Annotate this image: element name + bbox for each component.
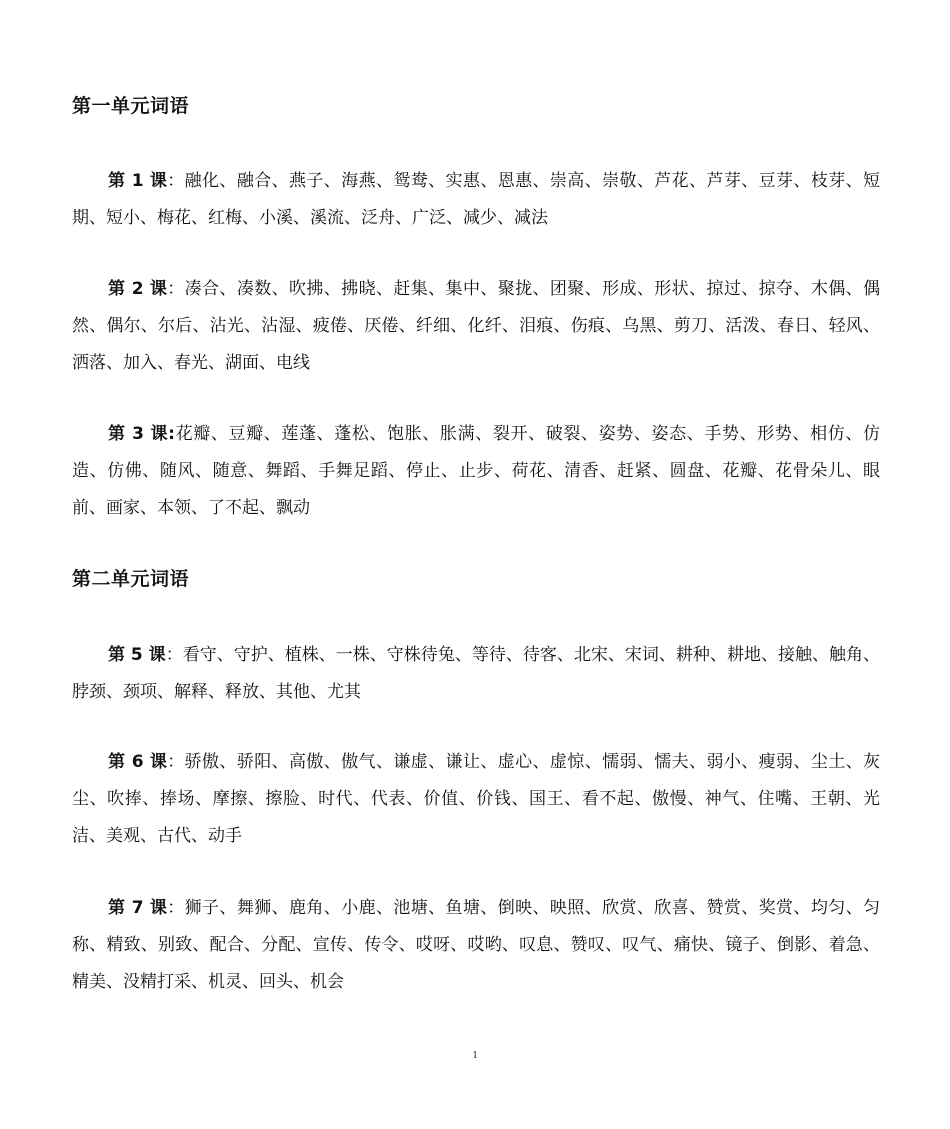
lesson-2-label: 第 2 课 bbox=[108, 279, 168, 299]
lesson-6-paragraph bbox=[72, 744, 880, 855]
lesson-5-label: 第 5 课 bbox=[108, 645, 166, 665]
lesson-7-paragraph bbox=[72, 890, 880, 1001]
lesson-3-label: 第 3 课: bbox=[108, 424, 175, 444]
unit-2-heading: 第二单元词语 bbox=[72, 568, 190, 590]
lesson-1-paragraph bbox=[72, 163, 880, 237]
lesson-5-paragraph bbox=[72, 637, 880, 711]
lesson-3-words: 花瓣、豆瓣、莲蓬、蓬松、饱胀、胀满、裂开、破裂、姿势、姿态、手势、形势、相仿、仿造、仿佛、随风、随意、舞蹈、手舞足蹈、停止、止步、荷花、清香、赶紧、圆盘、花瓣、花骨朵儿、眼前、画家、本领、了不起、飘动 bbox=[72, 424, 880, 518]
lesson-1-label: 第 1 课 bbox=[108, 171, 168, 191]
lesson-1-words: ：融化、融合、燕子、海燕、鸳鸯、实惠、恩惠、崇高、崇敬、芦花、芦芽、豆芽、枝芽、短期、短小、梅花、红梅、小溪、溪流、泛舟、广泛、减少、减法 bbox=[72, 171, 881, 228]
lesson-6-label: 第 6 课 bbox=[108, 752, 168, 772]
lesson-7-words: ：狮子、舞狮、鹿角、小鹿、池塘、鱼塘、倒映、映照、欣赏、欣喜、赞赏、奖赏、均匀、匀称、精致、别致、配合、分配、宣传、传令、哎呀、哎哟、叹息、赞叹、叹气、痛快、镜子、倒影、着急、精美、没精打采、机灵、回头、机会 bbox=[72, 898, 881, 992]
lesson-2-paragraph bbox=[72, 271, 880, 382]
page-number: 1 bbox=[472, 1050, 478, 1061]
lesson-7-label: 第 7 课 bbox=[108, 898, 168, 918]
lesson-2-words: ：凑合、凑数、吹拂、拂晓、赶集、集中、聚拢、团聚、形成、形状、掠过、掠夺、木偶、偶然、偶尔、尔后、沾光、沾湿、疲倦、厌倦、纤细、化纤、泪痕、伤痕、乌黑、剪刀、活泼、春日、轻风、洒落、加入、春光、湖面、电线 bbox=[72, 279, 881, 373]
lesson-3-paragraph bbox=[72, 416, 880, 527]
lesson-6-words: ：骄傲、骄阳、高傲、傲气、谦虚、谦让、虚心、虚惊、懦弱、懦夫、弱小、瘦弱、尘土、灰尘、吹捧、捧场、摩擦、擦脸、时代、代表、价值、价钱、国王、看不起、傲慢、神气、住嘴、王朝、光洁、美观、古代、动手 bbox=[72, 752, 881, 846]
lesson-5-words: ：看守、守护、植株、一株、守株待兔、等待、待客、北宋、宋词、耕种、耕地、接触、触角、脖颈、颈项、解释、释放、其他、尤其 bbox=[72, 645, 881, 702]
unit-1-heading: 第一单元词语 bbox=[72, 95, 190, 117]
